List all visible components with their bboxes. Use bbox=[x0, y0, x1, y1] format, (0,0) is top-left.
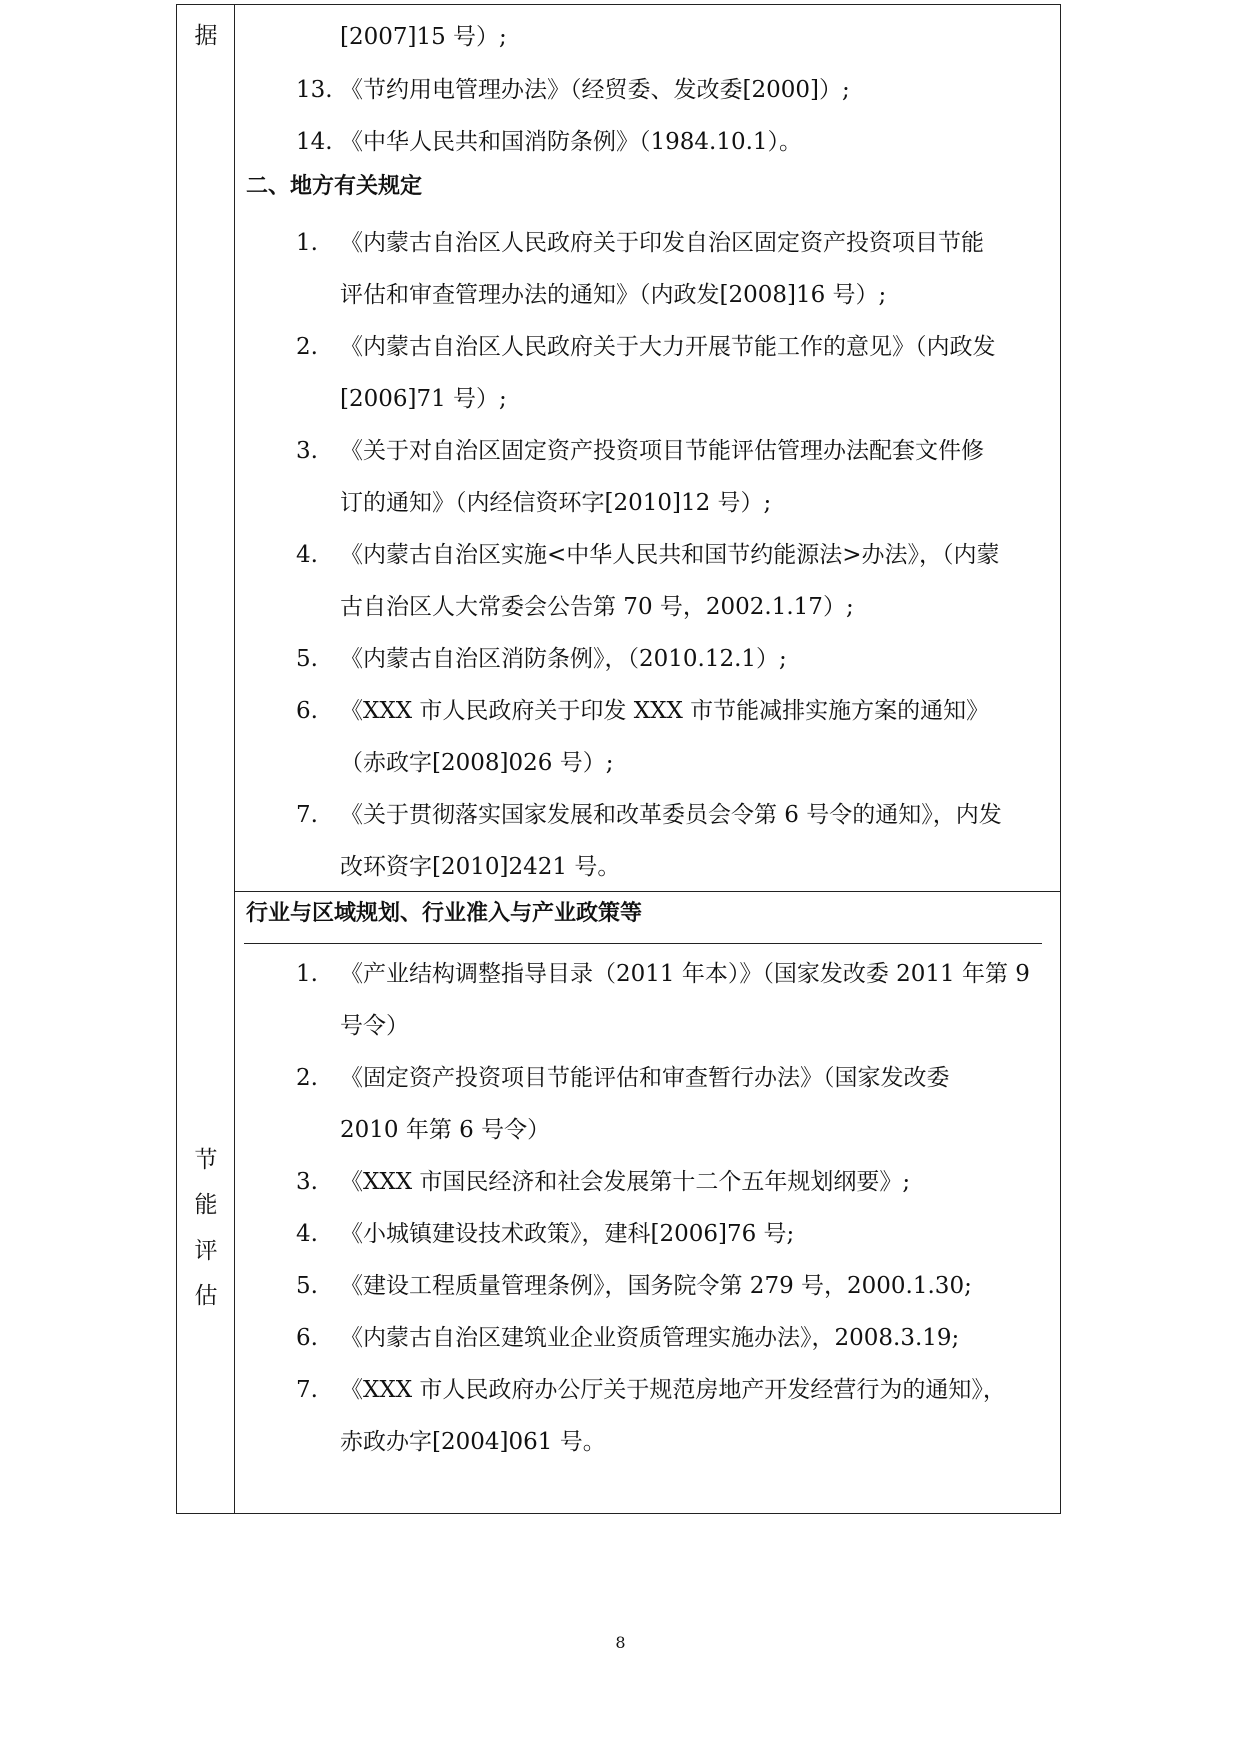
list-item-text: 《小城镇建设技术政策》，建科[2006]76 号; bbox=[340, 1221, 795, 1247]
list-item-text: 评估和审查管理办法的通知》（内政发[2008]16 号）; bbox=[340, 282, 887, 308]
left-label-char-3: 评 bbox=[194, 1238, 218, 1264]
item-number: 1. bbox=[296, 961, 318, 987]
list-item-text: （赤政字[2008]026 号）; bbox=[340, 750, 614, 776]
list-item-text: 《XXX 市国民经济和社会发展第十二个五年规划纲要》; bbox=[340, 1169, 911, 1195]
left-label-top-char: 据 bbox=[194, 23, 218, 49]
item-number: 7. bbox=[296, 802, 318, 828]
item-number: 7. bbox=[296, 1377, 318, 1403]
item-number: 4. bbox=[296, 542, 318, 568]
item-number: 14. bbox=[296, 129, 333, 155]
list-item-text: 《内蒙古自治区人民政府关于印发自治区固定资产投资项目节能 bbox=[340, 230, 984, 256]
heading-underline bbox=[244, 943, 1042, 944]
left-label-column bbox=[177, 5, 235, 1513]
list-item-text: 号令） bbox=[340, 1013, 409, 1039]
list-item-text: 订的通知》（内经信资环字[2010]12 号）; bbox=[340, 490, 772, 516]
list-item-text: 《内蒙古自治区人民政府关于大力开展节能工作的意见》（内政发 bbox=[340, 334, 996, 360]
continuation-line: [2007]15 号）; bbox=[340, 24, 507, 50]
list-item-text: [2006]71 号）; bbox=[340, 386, 507, 412]
item-number: 2. bbox=[296, 334, 318, 360]
item-number: 6. bbox=[296, 698, 318, 724]
list-item-text: 《XXX 市人民政府办公厅关于规范房地产开发经营行为的通知》， bbox=[340, 1377, 1006, 1403]
list-item-text: 古自治区人大常委会公告第 70 号，2002.1.17）; bbox=[340, 594, 854, 620]
list-item-text: 《节约用电管理办法》（经贸委、发改委[2000]）; bbox=[340, 77, 850, 103]
list-item-text: 赤政办字[2004]061 号。 bbox=[340, 1429, 606, 1455]
list-item-text: 2010 年第 6 号令） bbox=[340, 1117, 551, 1143]
list-item-text: 《内蒙古自治区消防条例》，（2010.12.1）; bbox=[340, 646, 787, 672]
item-number: 5. bbox=[296, 1273, 318, 1299]
list-item-text: 改环资字[2010]2421 号。 bbox=[340, 854, 621, 880]
left-label-char-1: 节 bbox=[194, 1147, 218, 1173]
section-heading-local: 二、地方有关规定 bbox=[246, 174, 423, 199]
item-number: 13. bbox=[296, 77, 333, 103]
list-item-text: 《内蒙古自治区实施<中华人民共和国节约能源法>办法》，（内蒙 bbox=[340, 542, 1000, 568]
item-number: 3. bbox=[296, 438, 318, 464]
item-number: 6. bbox=[296, 1325, 318, 1351]
list-item-text: 《建设工程质量管理条例》，国务院令第 279 号，2000.1.30; bbox=[340, 1273, 972, 1299]
item-number: 2. bbox=[296, 1065, 318, 1091]
list-item-text: 《内蒙古自治区建筑业企业资质管理实施办法》，2008.3.19; bbox=[340, 1325, 960, 1351]
section-heading-industry: 行业与区域规划、行业准入与产业政策等 bbox=[246, 901, 643, 926]
section-divider bbox=[235, 891, 1060, 892]
list-item-text: 《中华人民共和国消防条例》（1984.10.1）。 bbox=[340, 129, 803, 155]
left-label-char-4: 估 bbox=[194, 1283, 218, 1309]
list-item-text: 《关于对自治区固定资产投资项目节能评估管理办法配套文件修 bbox=[340, 438, 984, 464]
list-item-text: 《关于贯彻落实国家发展和改革委员会令第 6 号令的通知》，内发 bbox=[340, 802, 1002, 828]
list-item-text: 《产业结构调整指导目录（2011 年本）》（国家发改委 2011 年第 9 bbox=[340, 961, 1030, 987]
item-number: 4. bbox=[296, 1221, 318, 1247]
page-number: 8 bbox=[615, 1633, 626, 1652]
item-number: 3. bbox=[296, 1169, 318, 1195]
item-number: 5. bbox=[296, 646, 318, 672]
left-label-char-2: 能 bbox=[194, 1192, 218, 1218]
list-item-text: 《固定资产投资项目节能评估和审查暂行办法》（国家发改委 bbox=[340, 1065, 950, 1091]
list-item-text: 《XXX 市人民政府关于印发 XXX 市节能减排实施方案的通知》 bbox=[340, 698, 990, 724]
item-number: 1. bbox=[296, 230, 318, 256]
